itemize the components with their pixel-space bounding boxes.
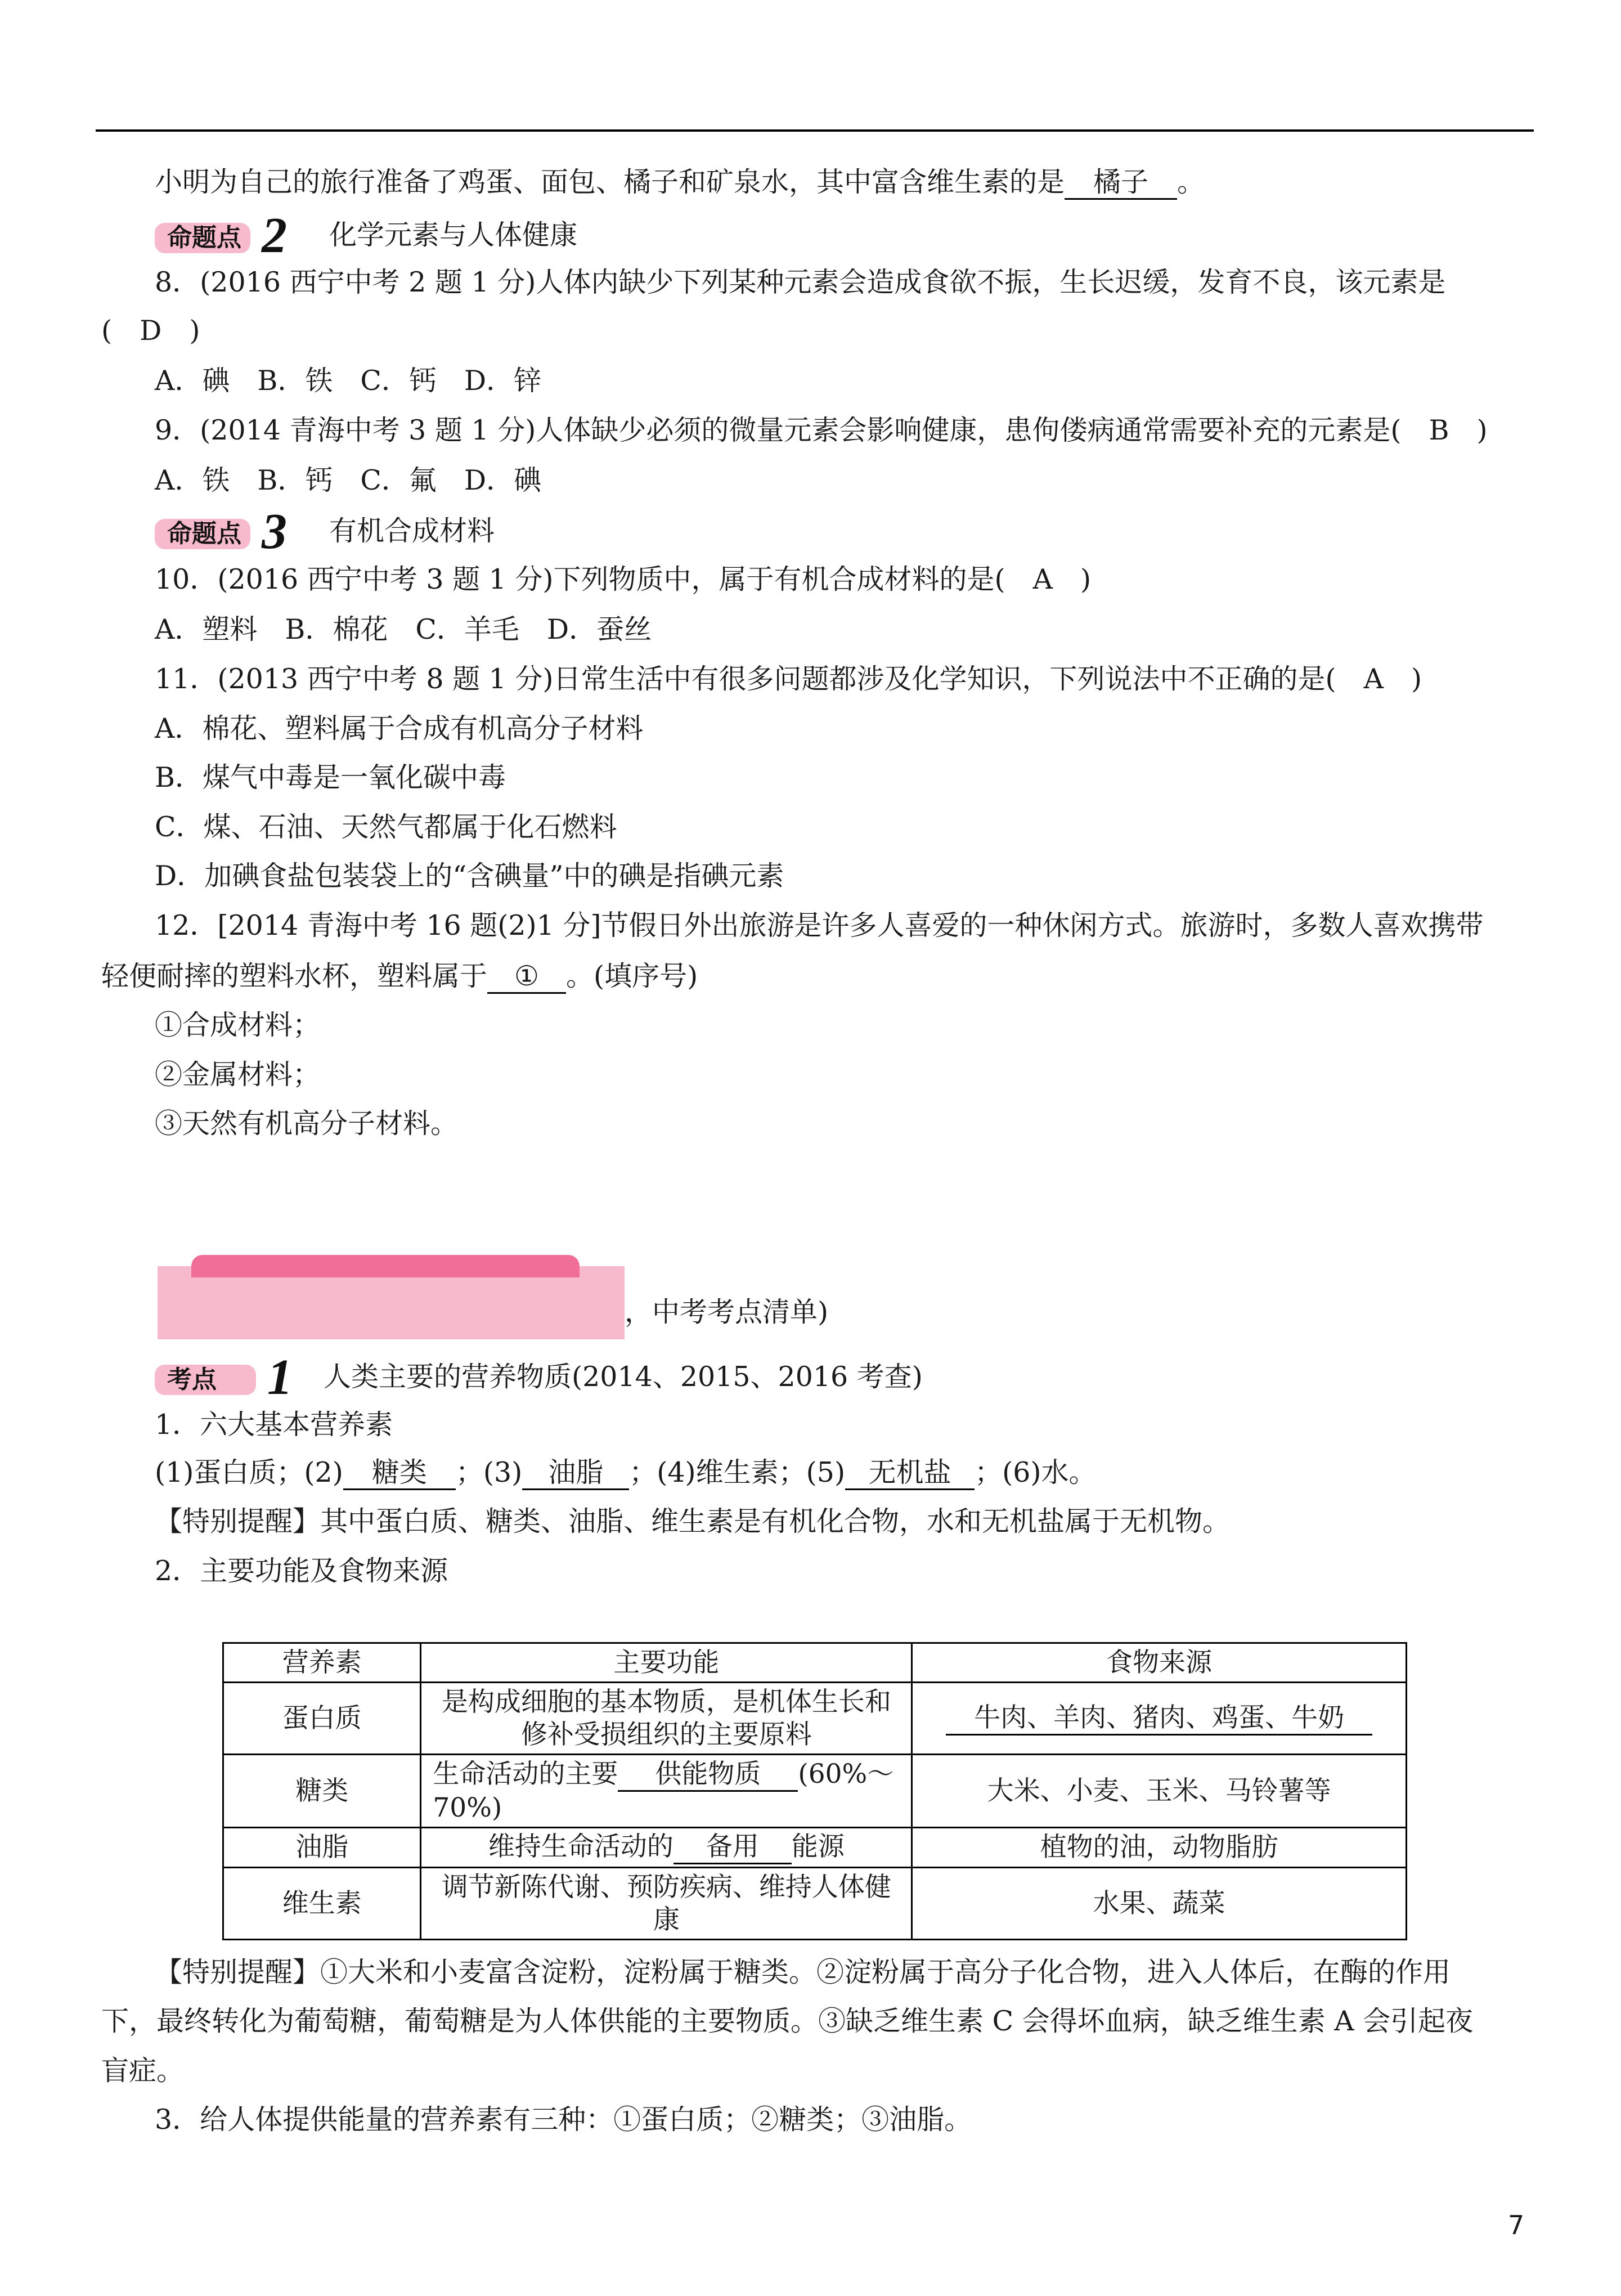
section-heading	[155, 207, 578, 263]
nutrient-source: 植物的油，动物脂肪	[912, 1828, 1407, 1868]
special-tip-2-line1: 【特别提醒】①大米和小麦富含淀粉，淀粉属于糖类。②淀粉属于高分子化合物，进入人体后，在酶的作用	[155, 1956, 1451, 1988]
section-title: 化学元素与人体健康	[329, 219, 578, 251]
answer-blank: 供能物质	[618, 1759, 798, 1792]
point-1-heading: 1．六大基本营养素	[155, 1409, 393, 1441]
nutrient-source: 牛肉、羊肉、猪肉、鸡蛋、牛奶	[912, 1683, 1407, 1755]
section-badge: 命题点 3	[155, 515, 307, 551]
nutrient-name: 油脂	[223, 1828, 421, 1868]
nutrient-function: 维持生命活动的 备用 能源	[421, 1828, 912, 1868]
nutrient-name: 蛋白质	[223, 1683, 421, 1755]
table-header-row	[223, 1643, 1407, 1683]
table-row	[223, 1755, 1407, 1828]
kaodian-heading	[155, 1349, 923, 1405]
question-8-options: A．碘 B．铁 C．钙 D．锌	[155, 365, 542, 397]
question-8-answer: ( D )	[101, 315, 200, 347]
table-row	[223, 1683, 1407, 1755]
nutrient-name: 维生素	[223, 1868, 421, 1940]
answer-blank: 备用	[673, 1831, 792, 1864]
answer-blank: 橘子	[1065, 167, 1177, 200]
question-10: 10．(2016 西宁中考 3 题 1 分)下列物质中，属于有机合成材料的是( A )	[155, 563, 1092, 595]
option-3: ③天然有机高分子材料。	[155, 1107, 459, 1140]
special-tip: 【特别提醒】其中蛋白质、糖类、油脂、维生素是有机化合物，水和无机盐属于无机物。	[155, 1505, 1231, 1537]
table-header: 食物来源	[912, 1643, 1407, 1683]
page-number: 7	[1508, 2210, 1525, 2240]
answer-blank: 无机盐	[845, 1457, 975, 1490]
option-2: ②金属材料；	[155, 1059, 321, 1091]
option-d: D．加碘食盐包装袋上的“含碘量”中的碘是指碘元素	[155, 860, 784, 892]
option-b: B．煤气中毒是一氧化碳中毒	[155, 761, 506, 793]
nutrient-function: 调节新陈代谢、预防疾病、维持人体健康	[421, 1868, 912, 1940]
option-1: ①合成材料；	[155, 1009, 321, 1041]
answer-blank: 糖类	[343, 1457, 456, 1490]
nutrient-function: 是构成细胞的基本物质，是机体生长和修补受损组织的主要原料	[421, 1683, 912, 1755]
special-tip-2-line3: 盲症。	[101, 2055, 185, 2087]
question-9-options: A．铁 B．钙 C．氟 D．碘	[155, 464, 542, 496]
section-title: 有机合成材料	[329, 515, 495, 547]
option-a: A．棉花、塑料属于合成有机高分子材料	[155, 712, 644, 745]
point-3: 3．给人体提供能量的营养素有三种：①蛋白质；②糖类；③油脂。	[155, 2104, 972, 2136]
point-1-line: (1)蛋白质；(2) 糖类 ；(3) 油脂 ；(4)维生素；(5) 无机盐 ；(6)水。	[155, 1455, 1097, 1491]
nutrient-source: 大米、小麦、玉米、马铃薯等	[912, 1755, 1407, 1828]
nutrient-source: 水果、蔬菜	[912, 1868, 1407, 1940]
question-8: 8．(2016 西宁中考 2 题 1 分)人体内缺少下列某种元素会造成食欲不振，生长迟缓，发育不良，该元素是	[155, 266, 1446, 298]
section-banner	[158, 1255, 625, 1339]
answer-blank: ①	[487, 961, 566, 994]
option-c: C．煤、石油、天然气都属于化石燃料	[155, 811, 617, 843]
table-row	[223, 1828, 1407, 1868]
question-11: 11．(2013 西宁中考 8 题 1 分)日常生活中有很多问题都涉及化学知识，下列说法中不正确的是( A )	[155, 663, 1422, 695]
question-10-options: A．塑料 B．棉花 C．羊毛 D．蚕丝	[155, 613, 652, 645]
nutrient-name: 糖类	[223, 1755, 421, 1828]
table-header: 营养素	[223, 1643, 421, 1683]
table-header: 主要功能	[421, 1643, 912, 1683]
banner-title: ，中考考点清单)	[625, 1296, 829, 1328]
question-12-line2: 轻便耐摔的塑料水杯，塑料属于 ① 。(填序号)	[101, 958, 698, 994]
section-badge: 命题点 2	[155, 219, 307, 255]
text-line: 小明为自己的旅行准备了鸡蛋、面包、橘子和矿泉水，其中富含维生素的是 橘子 。	[155, 164, 1205, 200]
table-row	[223, 1868, 1407, 1940]
section-heading	[155, 503, 495, 559]
answer-blank: 油脂	[522, 1457, 629, 1490]
nutrient-function: 生命活动的主要 供能物质 (60%～70%)	[421, 1755, 912, 1828]
question-9: 9．(2014 青海中考 3 题 1 分)人体缺少必须的微量元素会影响健康，患佝偻病通常需要补充的元素是( B )	[155, 414, 1488, 446]
nutrient-table	[222, 1642, 1407, 1940]
header-rule	[96, 129, 1534, 132]
kaodian-title: 人类主要的营养物质(2014、2015、2016 考查)	[324, 1361, 923, 1393]
question-12: 12．[2014 青海中考 16 题(2)1 分]节假日外出旅游是许多人喜爱的一种休闲方式。旅游时，多数人喜欢携带	[155, 909, 1484, 941]
kaodian-badge: 考点 1	[155, 1361, 301, 1397]
point-2-heading: 2．主要功能及食物来源	[155, 1555, 448, 1587]
special-tip-2-line2: 下，最终转化为葡萄糖，葡萄糖是为人体供能的主要物质。③缺乏维生素 C 会得坏血病，缺乏维生素 A 会引起夜	[101, 2005, 1474, 2037]
